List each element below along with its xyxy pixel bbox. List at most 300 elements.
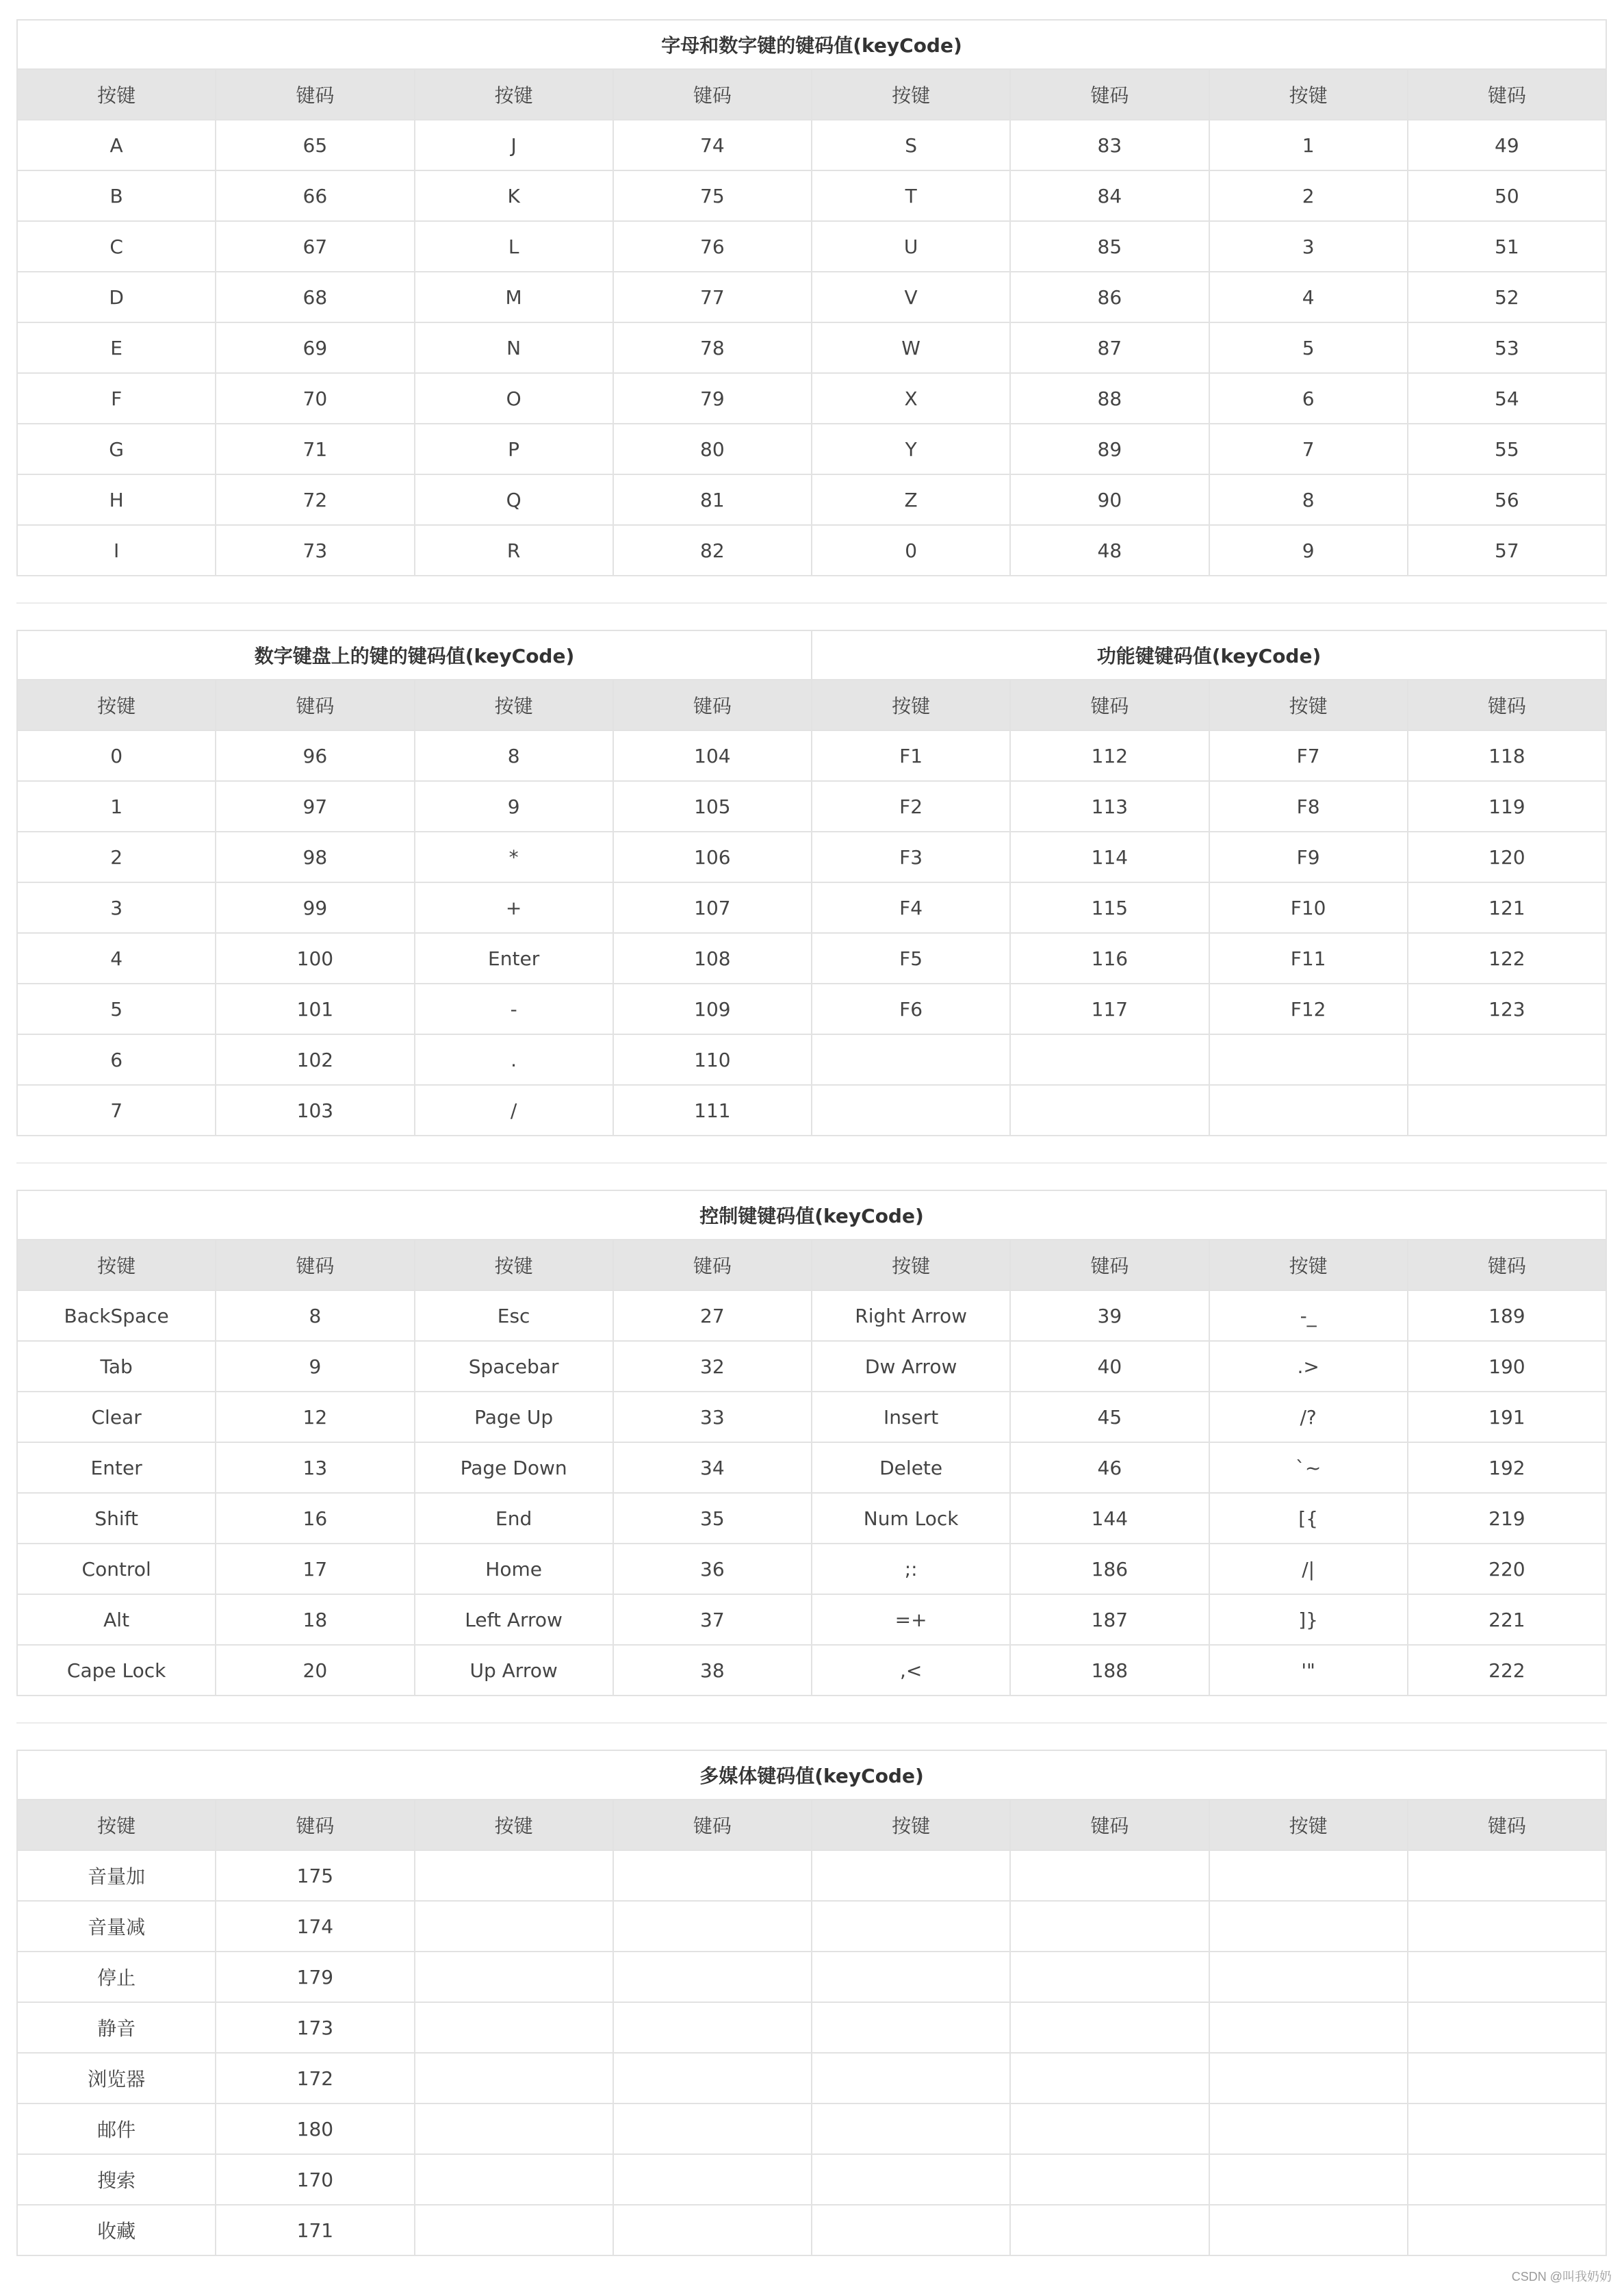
key-cell: F [17,373,216,424]
keycode-cell: 37 [613,1594,812,1645]
table-row [17,2154,1606,2205]
keycode-cell [1408,1085,1606,1136]
keycode-cell: 220 [1408,1544,1606,1594]
key-cell [415,2103,613,2154]
keycode-cell: 76 [613,221,812,272]
key-cell: End [415,1493,613,1544]
header-key: 按键 [1209,1800,1408,1850]
key-cell [812,1901,1010,1952]
table-row [17,1952,1606,2002]
keycode-cell: 171 [216,2205,414,2255]
keycode-cell: 83 [1010,120,1209,170]
key-cell [1209,2205,1408,2255]
table-header-row [17,1800,1606,1850]
key-cell: Left Arrow [415,1594,613,1645]
key-cell: 音量减 [17,1901,216,1952]
keycode-cell: 112 [1010,730,1209,781]
keycode-cell: 104 [613,730,812,781]
key-cell: 0 [812,525,1010,576]
keycode-cell: 17 [216,1544,414,1594]
keycode-cell: 170 [216,2154,414,2205]
keycode-cell: 89 [1010,424,1209,474]
keycode-cell: 45 [1010,1392,1209,1442]
keycode-cell: 9 [216,1341,414,1392]
header-code: 键码 [613,69,812,120]
keycode-cell [613,1952,812,2002]
key-cell: 0 [17,730,216,781]
keycode-cell [1010,2053,1209,2103]
key-cell: X [812,373,1010,424]
keycode-cell: 48 [1010,525,1209,576]
keycode-cell [1408,1034,1606,1085]
keycode-cell: 102 [216,1034,414,1085]
key-cell: 7 [1209,424,1408,474]
keycode-cell: 191 [1408,1392,1606,1442]
key-cell: /| [1209,1544,1408,1594]
multimedia-keys-table [16,1750,1607,2256]
key-cell [812,2103,1010,2154]
key-cell: Q [415,474,613,525]
keycode-cell: 51 [1408,221,1606,272]
letters-digits-title: 字母和数字键的键码值(keyCode) [17,20,1606,69]
key-cell: Clear [17,1392,216,1442]
key-cell: Z [812,474,1010,525]
key-cell: /? [1209,1392,1408,1442]
keycode-cell [613,2053,812,2103]
key-cell: F2 [812,781,1010,832]
key-cell: / [415,1085,613,1136]
table-row [17,1850,1606,1901]
keycode-cell: 65 [216,120,414,170]
key-cell: Enter [415,933,613,984]
keycode-cell: 219 [1408,1493,1606,1544]
keycode-cell: 97 [216,781,414,832]
keycode-cell: 117 [1010,984,1209,1034]
key-cell: .> [1209,1341,1408,1392]
key-cell: Page Up [415,1392,613,1442]
keycode-cell: 179 [216,1952,414,2002]
letters-digits-body [17,120,1606,576]
keycode-cell: 221 [1408,1594,1606,1645]
header-key: 按键 [812,1240,1010,1290]
table-header-row [17,680,1606,730]
key-cell: Spacebar [415,1341,613,1392]
keycode-cell: 71 [216,424,414,474]
key-cell: 音量加 [17,1850,216,1901]
key-cell: Dw Arrow [812,1341,1010,1392]
key-cell [1209,1850,1408,1901]
keycode-cell: 57 [1408,525,1606,576]
key-cell: Page Down [415,1442,613,1493]
keycode-cell [1010,1034,1209,1085]
table-row [17,1645,1606,1696]
control-keys-body [17,1290,1606,1696]
keycode-cell: 18 [216,1594,414,1645]
table-row [17,120,1606,170]
header-key: 按键 [415,69,613,120]
key-cell: Enter [17,1442,216,1493]
keycode-cell [1010,1850,1209,1901]
key-cell [1209,1901,1408,1952]
key-cell: R [415,525,613,576]
header-key: 按键 [1209,680,1408,730]
multimedia-keys-body [17,1850,1606,2255]
key-cell: 5 [17,984,216,1034]
table-header-row [17,69,1606,120]
keycode-cell: 187 [1010,1594,1209,1645]
key-cell: 6 [17,1034,216,1085]
key-cell: 浏览器 [17,2053,216,2103]
keycode-cell: 81 [613,474,812,525]
table-row [17,1442,1606,1493]
keycode-cell: 8 [216,1290,414,1341]
key-cell: N [415,322,613,373]
multimedia-keys-title: 多媒体键码值(keyCode) [17,1750,1606,1800]
keycode-cell: 118 [1408,730,1606,781]
keycode-cell [613,2103,812,2154]
key-cell: ,< [812,1645,1010,1696]
key-cell: Cape Lock [17,1645,216,1696]
key-cell: F12 [1209,984,1408,1034]
header-key: 按键 [17,680,216,730]
header-key: 按键 [17,1800,216,1850]
key-cell: Delete [812,1442,1010,1493]
key-cell: * [415,832,613,882]
key-cell [415,1952,613,2002]
header-code: 键码 [613,680,812,730]
table-row [17,1034,1606,1085]
key-cell: 6 [1209,373,1408,424]
keycode-cell [1408,2205,1606,2255]
key-cell: + [415,882,613,933]
key-cell: U [812,221,1010,272]
key-cell: -_ [1209,1290,1408,1341]
table-row [17,984,1606,1034]
key-cell: F8 [1209,781,1408,832]
keycode-cell: 66 [216,170,414,221]
key-cell: Num Lock [812,1493,1010,1544]
keycode-cell: 107 [613,882,812,933]
header-code: 键码 [1408,680,1606,730]
key-cell [1209,2053,1408,2103]
header-key: 按键 [17,69,216,120]
keycode-cell: 111 [613,1085,812,1136]
header-code: 键码 [613,1800,812,1850]
key-cell: =+ [812,1594,1010,1645]
key-cell: F10 [1209,882,1408,933]
table-row [17,832,1606,882]
header-key: 按键 [415,680,613,730]
keycode-cell: 72 [216,474,414,525]
key-cell: W [812,322,1010,373]
keycode-cell: 121 [1408,882,1606,933]
key-cell: 3 [17,882,216,933]
key-cell [812,2154,1010,2205]
keycode-cell: 123 [1408,984,1606,1034]
table-row [17,1493,1606,1544]
table-row [17,525,1606,576]
key-cell: Tab [17,1341,216,1392]
keycode-cell [1010,2205,1209,2255]
keycode-cell: 108 [613,933,812,984]
keycode-cell: 55 [1408,424,1606,474]
header-key: 按键 [415,1800,613,1850]
header-key: 按键 [415,1240,613,1290]
key-cell: [{ [1209,1493,1408,1544]
header-code: 键码 [1408,1240,1606,1290]
key-cell: 5 [1209,322,1408,373]
key-cell: C [17,221,216,272]
keycode-cell: 144 [1010,1493,1209,1544]
key-cell [812,1850,1010,1901]
key-cell: Shift [17,1493,216,1544]
header-code: 键码 [1010,680,1209,730]
keycode-cell: 86 [1010,272,1209,322]
keycode-cell: 49 [1408,120,1606,170]
keycode-cell: 20 [216,1645,414,1696]
keycode-cell: 78 [613,322,812,373]
keycode-cell: 33 [613,1392,812,1442]
key-cell: 9 [1209,525,1408,576]
keycode-cell: 68 [216,272,414,322]
keycode-cell [1010,1901,1209,1952]
keycode-cell: 52 [1408,272,1606,322]
keycode-cell: 34 [613,1442,812,1493]
key-cell: F9 [1209,832,1408,882]
keycode-cell: 36 [613,1544,812,1594]
key-cell [415,2053,613,2103]
key-cell [1209,1034,1408,1085]
table-row [17,1290,1606,1341]
key-cell: O [415,373,613,424]
key-cell [415,2154,613,2205]
keycode-cell: 113 [1010,781,1209,832]
key-cell: 1 [17,781,216,832]
key-cell: Up Arrow [415,1645,613,1696]
keycode-cell [1408,2103,1606,2154]
keycode-cell: 190 [1408,1341,1606,1392]
key-cell: 3 [1209,221,1408,272]
keycode-cell: 99 [216,882,414,933]
key-cell [1209,1085,1408,1136]
table-row [17,882,1606,933]
table-row [17,322,1606,373]
header-key: 按键 [1209,69,1408,120]
watermark: CSDN @叫我奶奶 [1511,2270,1612,2284]
keycode-cell: 16 [216,1493,414,1544]
table-row [17,2002,1606,2053]
header-code: 键码 [216,680,414,730]
key-cell: F5 [812,933,1010,984]
keycode-cell: 67 [216,221,414,272]
keycode-cell: 32 [613,1341,812,1392]
key-cell [812,1034,1010,1085]
header-key: 按键 [812,680,1010,730]
table-row [17,1341,1606,1392]
numpad-title: 数字键盘上的键的键码值(keyCode) [17,630,812,680]
key-cell: - [415,984,613,1034]
keycode-cell: 98 [216,832,414,882]
table-header-row [17,1240,1606,1290]
key-cell: 9 [415,781,613,832]
page [16,19,1607,2256]
keycode-cell: 188 [1010,1645,1209,1696]
keycode-cell [1408,1952,1606,2002]
key-cell: ]} [1209,1594,1408,1645]
header-code: 键码 [613,1240,812,1290]
key-cell: V [812,272,1010,322]
keycode-cell: 70 [216,373,414,424]
keycode-cell: 84 [1010,170,1209,221]
keycode-cell: 105 [613,781,812,832]
header-code: 键码 [216,1800,414,1850]
keycode-cell [1010,2002,1209,2053]
key-cell: P [415,424,613,474]
key-cell: 收藏 [17,2205,216,2255]
key-cell: Alt [17,1594,216,1645]
keycode-cell: 74 [613,120,812,170]
table-row [17,781,1606,832]
keycode-cell: 120 [1408,832,1606,882]
key-cell: BackSpace [17,1290,216,1341]
keycode-cell [1010,2103,1209,2154]
key-cell: S [812,120,1010,170]
table-row [17,221,1606,272]
table-row [17,2103,1606,2154]
key-cell [1209,1952,1408,2002]
keycode-cell: 192 [1408,1442,1606,1493]
key-cell: F11 [1209,933,1408,984]
table-row [17,1901,1606,1952]
header-code: 键码 [1010,69,1209,120]
header-code: 键码 [1408,1800,1606,1850]
keycode-cell: 122 [1408,933,1606,984]
keycode-cell [1408,1901,1606,1952]
keycode-cell [1408,2154,1606,2205]
table-row [17,272,1606,322]
key-cell: '" [1209,1645,1408,1696]
key-cell: 停止 [17,1952,216,2002]
keycode-cell: 175 [216,1850,414,1901]
keycode-cell [1010,2154,1209,2205]
numpad-function-body [17,730,1606,1136]
keycode-cell [613,1850,812,1901]
keycode-cell: 87 [1010,322,1209,373]
key-cell [812,2205,1010,2255]
keycode-cell: 174 [216,1901,414,1952]
key-cell: `~ [1209,1442,1408,1493]
key-cell: T [812,170,1010,221]
keycode-cell: 100 [216,933,414,984]
keycode-cell [1408,2053,1606,2103]
key-cell: M [415,272,613,322]
key-cell: F7 [1209,730,1408,781]
key-cell [415,1901,613,1952]
key-cell: H [17,474,216,525]
function-keys-title: 功能键键码值(keyCode) [812,630,1606,680]
key-cell: L [415,221,613,272]
keycode-cell: 106 [613,832,812,882]
key-cell [812,1952,1010,2002]
key-cell: 4 [17,933,216,984]
table-row [17,1544,1606,1594]
keycode-cell: 110 [613,1034,812,1085]
header-code: 键码 [216,69,414,120]
keycode-cell: 116 [1010,933,1209,984]
key-cell [415,2205,613,2255]
key-cell: 4 [1209,272,1408,322]
key-cell: Esc [415,1290,613,1341]
key-cell: Y [812,424,1010,474]
keycode-cell [1010,1085,1209,1136]
keycode-cell [613,2154,812,2205]
keycode-cell [1408,1850,1606,1901]
keycode-cell: 54 [1408,373,1606,424]
keycode-cell: 109 [613,984,812,1034]
key-cell: A [17,120,216,170]
key-cell: 8 [415,730,613,781]
key-cell [812,2053,1010,2103]
keycode-cell: 180 [216,2103,414,2154]
key-cell: 静音 [17,2002,216,2053]
key-cell: F4 [812,882,1010,933]
key-cell: . [415,1034,613,1085]
key-cell: 2 [1209,170,1408,221]
keycode-cell: 85 [1010,221,1209,272]
table-row [17,1594,1606,1645]
keycode-cell: 27 [613,1290,812,1341]
numpad-function-table [16,630,1607,1136]
keycode-cell: 75 [613,170,812,221]
table-row [17,2205,1606,2255]
keycode-cell: 39 [1010,1290,1209,1341]
key-cell [812,2002,1010,2053]
key-cell: 邮件 [17,2103,216,2154]
key-cell: F1 [812,730,1010,781]
keycode-cell: 222 [1408,1645,1606,1696]
key-cell: Insert [812,1392,1010,1442]
keycode-cell: 119 [1408,781,1606,832]
key-cell: D [17,272,216,322]
keycode-cell: 189 [1408,1290,1606,1341]
key-cell: B [17,170,216,221]
key-cell: Home [415,1544,613,1594]
keycode-cell: 13 [216,1442,414,1493]
keycode-cell [613,2205,812,2255]
table-row [17,424,1606,474]
keycode-cell: 101 [216,984,414,1034]
keycode-cell [1408,2002,1606,2053]
key-cell: E [17,322,216,373]
key-cell: 2 [17,832,216,882]
header-code: 键码 [1010,1240,1209,1290]
keycode-cell: 173 [216,2002,414,2053]
key-cell [1209,2154,1408,2205]
header-key: 按键 [812,1800,1010,1850]
keycode-cell: 172 [216,2053,414,2103]
key-cell: F3 [812,832,1010,882]
key-cell: 7 [17,1085,216,1136]
keycode-cell: 12 [216,1392,414,1442]
header-code: 键码 [1010,1800,1209,1850]
table-row [17,474,1606,525]
keycode-cell: 82 [613,525,812,576]
keycode-cell: 186 [1010,1544,1209,1594]
table-row [17,2053,1606,2103]
keycode-cell: 35 [613,1493,812,1544]
keycode-cell: 38 [613,1645,812,1696]
table-row [17,373,1606,424]
